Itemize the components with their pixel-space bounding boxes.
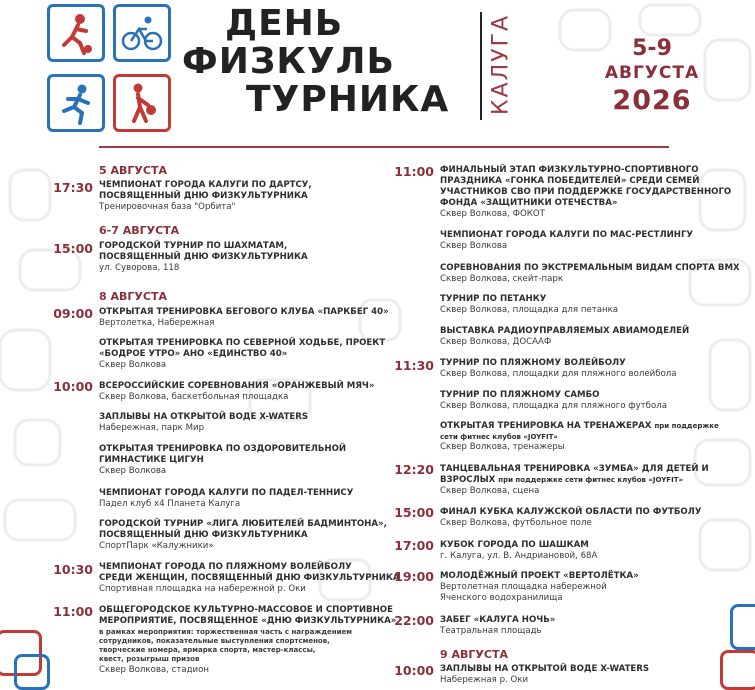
event-time: 10:00	[53, 379, 93, 394]
event-title: ЗАПЛЫВЫ НА ОТКРЫТОЙ ВОДЕ X-WATERS	[440, 664, 650, 674]
event-title-main: ВЗРОСЛЫХ	[440, 475, 496, 485]
event-title	[440, 475, 683, 486]
city-label	[476, 4, 520, 124]
event-place: ул. Суворова, 118	[99, 263, 180, 273]
event-time: 09:00	[53, 306, 93, 321]
logo	[47, 4, 167, 132]
football-player-icon	[47, 4, 105, 62]
event-title: СРЕДИ ЖЕНЩИН, ПОСВЯЩЕННЫЙ ДНЮ ФИЗКУЛЬТУРНИКА	[99, 573, 400, 583]
event-title: УЧАСТНИКОВ СВО ПРИ ПОДДЕРЖКЕ ГОСУДАРСТВЕННОГО	[440, 187, 732, 197]
event-title: ПРАЗДНИКА «ГОНКА ПОБЕДИТЕЛЕЙ» СРЕДИ СЕМЕЙ	[440, 176, 700, 186]
event-title: КУБОК ГОРОДА ПО ШАШКАМ	[440, 540, 589, 550]
event-title: «БОДРОЕ УТРО» АНО «ЕДИНСТВО 40»	[99, 349, 288, 359]
event-title: ТУРНИР ПО ПЕТАНКУ	[440, 294, 547, 304]
event-place: Сквер Волкова, ДОСААФ	[440, 337, 552, 347]
event-title: ГИМНАСТИКЕ ЦИГУН	[99, 455, 204, 465]
basketball-player-icon	[113, 74, 171, 132]
event-place: Спортивная площадка на набережной р. Оки	[99, 584, 306, 594]
event-title: ТУРНИР ПО ПЛЯЖНОМУ ВОЛЕЙБОЛУ	[440, 358, 626, 368]
title-line-3: ТУРНИКА	[246, 79, 450, 120]
event-title: ЧЕМПИОНАТ ГОРОДА КАЛУГИ ПО ДАРТСУ,	[99, 180, 312, 190]
event-time: 10:30	[53, 562, 93, 577]
event-title: ЗАПЛЫВЫ НА ОТКРЫТОЙ ВОДЕ X-WATERS	[99, 412, 309, 422]
event-place: Вертолетная площадка набережной	[440, 582, 607, 592]
event-title: ЧЕМПИОНАТ ГОРОДА ПО ПЛЯЖНОМУ ВОЛЕЙБОЛУ	[99, 562, 352, 572]
event-title: ФИНАЛ КУБКА КАЛУЖСКОЙ ОБЛАСТИ ПО ФУТБОЛУ	[440, 507, 702, 517]
title-line-2: ФИЗКУЛЬ	[182, 41, 395, 82]
corner-decoration	[14, 654, 50, 690]
event-title: ПОСВЯЩЕННЫЙ ДНЮ ФИЗКУЛЬТУРНИКА	[99, 252, 308, 262]
event-place: Сквер Волкова, скейт-парк	[440, 274, 564, 284]
header-divider	[99, 146, 669, 148]
event-title-sponsor: сети фитнес клубов «JOYFIT»	[440, 433, 558, 441]
event-title: ОТКРЫТАЯ ТРЕНИРОВКА ПО СЕВЕРНОЙ ХОДЬБЕ, ПРОЕКТ	[99, 338, 386, 348]
event-time: 22:00	[394, 613, 434, 628]
event-place: СпортПарк «Калужники»	[99, 541, 214, 551]
event-title	[440, 421, 719, 432]
event-time: 11:00	[53, 604, 93, 619]
corner-decoration	[720, 650, 755, 690]
event-place: Вертолетка, Набережная	[99, 318, 215, 328]
event-place: Сквер Волкова, сцена	[440, 486, 540, 496]
day-heading: 6-7 АВГУСТА	[99, 224, 180, 237]
event-title: ОТКРЫТАЯ ТРЕНИРОВКА БЕГОВОГО КЛУБА «ПАРКБЕГ 40»	[99, 307, 389, 317]
page-header	[0, 0, 755, 150]
event-note: в рамках мероприятия: торжественная часть с награждением	[99, 628, 352, 636]
event-title: ФИНАЛЬНЫЙ ЭТАП ФИЗКУЛЬТУРНО-СПОРТИВНОГО	[440, 165, 699, 175]
event-dates	[592, 36, 712, 118]
event-place: Театральная площадь	[440, 626, 542, 636]
day-heading: 8 АВГУСТА	[99, 290, 167, 303]
event-title: ОБЩЕГОРОДСКОЕ КУЛЬТУРНО-МАССОВОЕ И СПОРТИВНОЕ	[99, 605, 393, 615]
corner-decoration	[730, 604, 755, 650]
event-title: ТУРНИР ПО ПЛЯЖНОМУ САМБО	[440, 390, 600, 400]
event-place: Сквер Волкова, площадки для пляжного волейбола	[440, 369, 677, 379]
event-time: 11:30	[394, 358, 434, 373]
event-place: Сквер Волкова, футбольное поле	[440, 518, 592, 528]
event-note: сотрудников, показательные выступления спортсменов,	[99, 637, 330, 645]
cyclist-icon	[113, 4, 171, 62]
event-place: Сквер Волкова, стадион	[99, 665, 210, 675]
dates-month: АВГУСТА	[604, 63, 700, 83]
event-place: Сквер Волкова, баскетбольная площадка	[99, 392, 289, 402]
event-time: 19:00	[394, 569, 434, 584]
event-place: Набережная, парк Мир	[99, 423, 205, 433]
event-title: ЧЕМПИОНАТ ГОРОДА КАЛУГИ ПО ПАДЕЛ-ТЕННИСУ	[99, 488, 354, 498]
event-place: Сквер Волкова, тренажеры	[440, 442, 565, 452]
event-title-sponsor: при поддержке	[654, 422, 719, 430]
event-title: ВСЕРОССИЙСКИЕ СОРЕВНОВАНИЯ «ОРАНЖЕВЫЙ МЯЧ»	[99, 381, 375, 391]
event-note: квест, розыгрыш призов	[99, 655, 200, 663]
event-title: ГОРОДСКОЙ ТУРНИР «ЛИГА ЛЮБИТЕЛЕЙ БАДМИНТОНА»,	[99, 519, 387, 529]
event-title: СОРЕВНОВАНИЯ ПО ЭКСТРЕМАЛЬНЫМ ВИДАМ СПОРТА BMX	[440, 263, 740, 273]
event-place: Падел клуб х4 Планета Калуга	[99, 499, 241, 509]
event-place: Набережная р. Оки	[440, 675, 529, 685]
event-time: 15:00	[53, 241, 93, 256]
event-title: ОТКРЫТАЯ ТРЕНИРОВКА ПО ОЗДОРОВИТЕЛЬНОЙ	[99, 444, 347, 454]
event-time: 17:00	[394, 538, 434, 553]
event-title: ЧЕМПИОНАТ ГОРОДА КАЛУГИ ПО МАС-РЕСТЛИНГУ	[440, 230, 694, 240]
event-title: ПОСВЯЩЕННЫЙ ДНЮ ФИЗКУЛЬТУРНИКА	[99, 191, 308, 201]
event-place: Сквер Волкова, площадка для пляжного футбола	[440, 401, 667, 411]
day-heading: 5 АВГУСТА	[99, 164, 167, 177]
event-time: 12:20	[394, 462, 434, 477]
event-time: 15:00	[394, 505, 434, 520]
event-place: Сквер Волкова, ФОКОТ	[440, 209, 545, 219]
day-heading: 9 АВГУСТА	[440, 648, 508, 661]
event-title: ЗАБЕГ «КАЛУГА НОЧЬ»	[440, 615, 556, 625]
event-time: 17:30	[53, 180, 93, 195]
event-title: ТАНЦЕВАЛЬНАЯ ТРЕНИРОВКА «ЗУМБА» ДЛЯ ДЕТЕЙ И	[440, 464, 709, 474]
event-title: МЕРОПРИЯТИЕ, ПОСВЯЩЕННОЕ «ДНЮ ФИЗКУЛЬТУРНИКА»	[99, 616, 397, 626]
event-place: Сквер Волкова, площадка для петанка	[440, 305, 619, 315]
city-text: КАЛУГА	[488, 13, 514, 116]
event-place: Яченского водохранилища	[440, 593, 563, 603]
event-place: Тренировочная база "Орбита"	[99, 202, 236, 212]
event-title-main: ОТКРЫТАЯ ТРЕНИРОВКА НА ТРЕНАЖЕРАХ	[440, 421, 652, 431]
title-line-1: ДЕНЬ	[225, 3, 344, 44]
dates-year: 2026	[612, 85, 692, 116]
event-title: ВЫСТАВКА РАДИОУПРАВЛЯЕМЫХ АВИАМОДЕЛЕЙ	[440, 326, 690, 336]
event-place: Сквер Волкова	[440, 241, 508, 251]
event-title-sponsor: при поддержке сети фитнес клубов «JOYFIT»	[498, 476, 683, 484]
event-title: ГОРОДСКОЙ ТУРНИР ПО ШАХМАТАМ,	[99, 241, 288, 251]
event-time: 11:00	[394, 164, 434, 179]
event-place: Сквер Волкова	[99, 466, 167, 476]
runner-icon	[47, 74, 105, 132]
dates-days: 5-9	[632, 36, 672, 61]
event-place: г. Калуга, ул. В. Андриановой, 68А	[440, 551, 598, 561]
event-time: 10:00	[394, 663, 434, 678]
event-place: Сквер Волкова	[99, 360, 167, 370]
event-note: творческие номера, ярмарка спорта, мастер-классы,	[99, 646, 316, 654]
event-title: МОЛОДЁЖНЫЙ ПРОЕКТ «ВЕРТОЛЁТКА»	[440, 571, 639, 581]
event-title: ПОСВЯЩЕННЫЙ ДНЮ ФИЗКУЛЬТУРНИКА	[99, 530, 308, 540]
event-title: ФОНДА «ЗАЩИТНИКИ ОТЕЧЕСТВА»	[440, 198, 618, 208]
